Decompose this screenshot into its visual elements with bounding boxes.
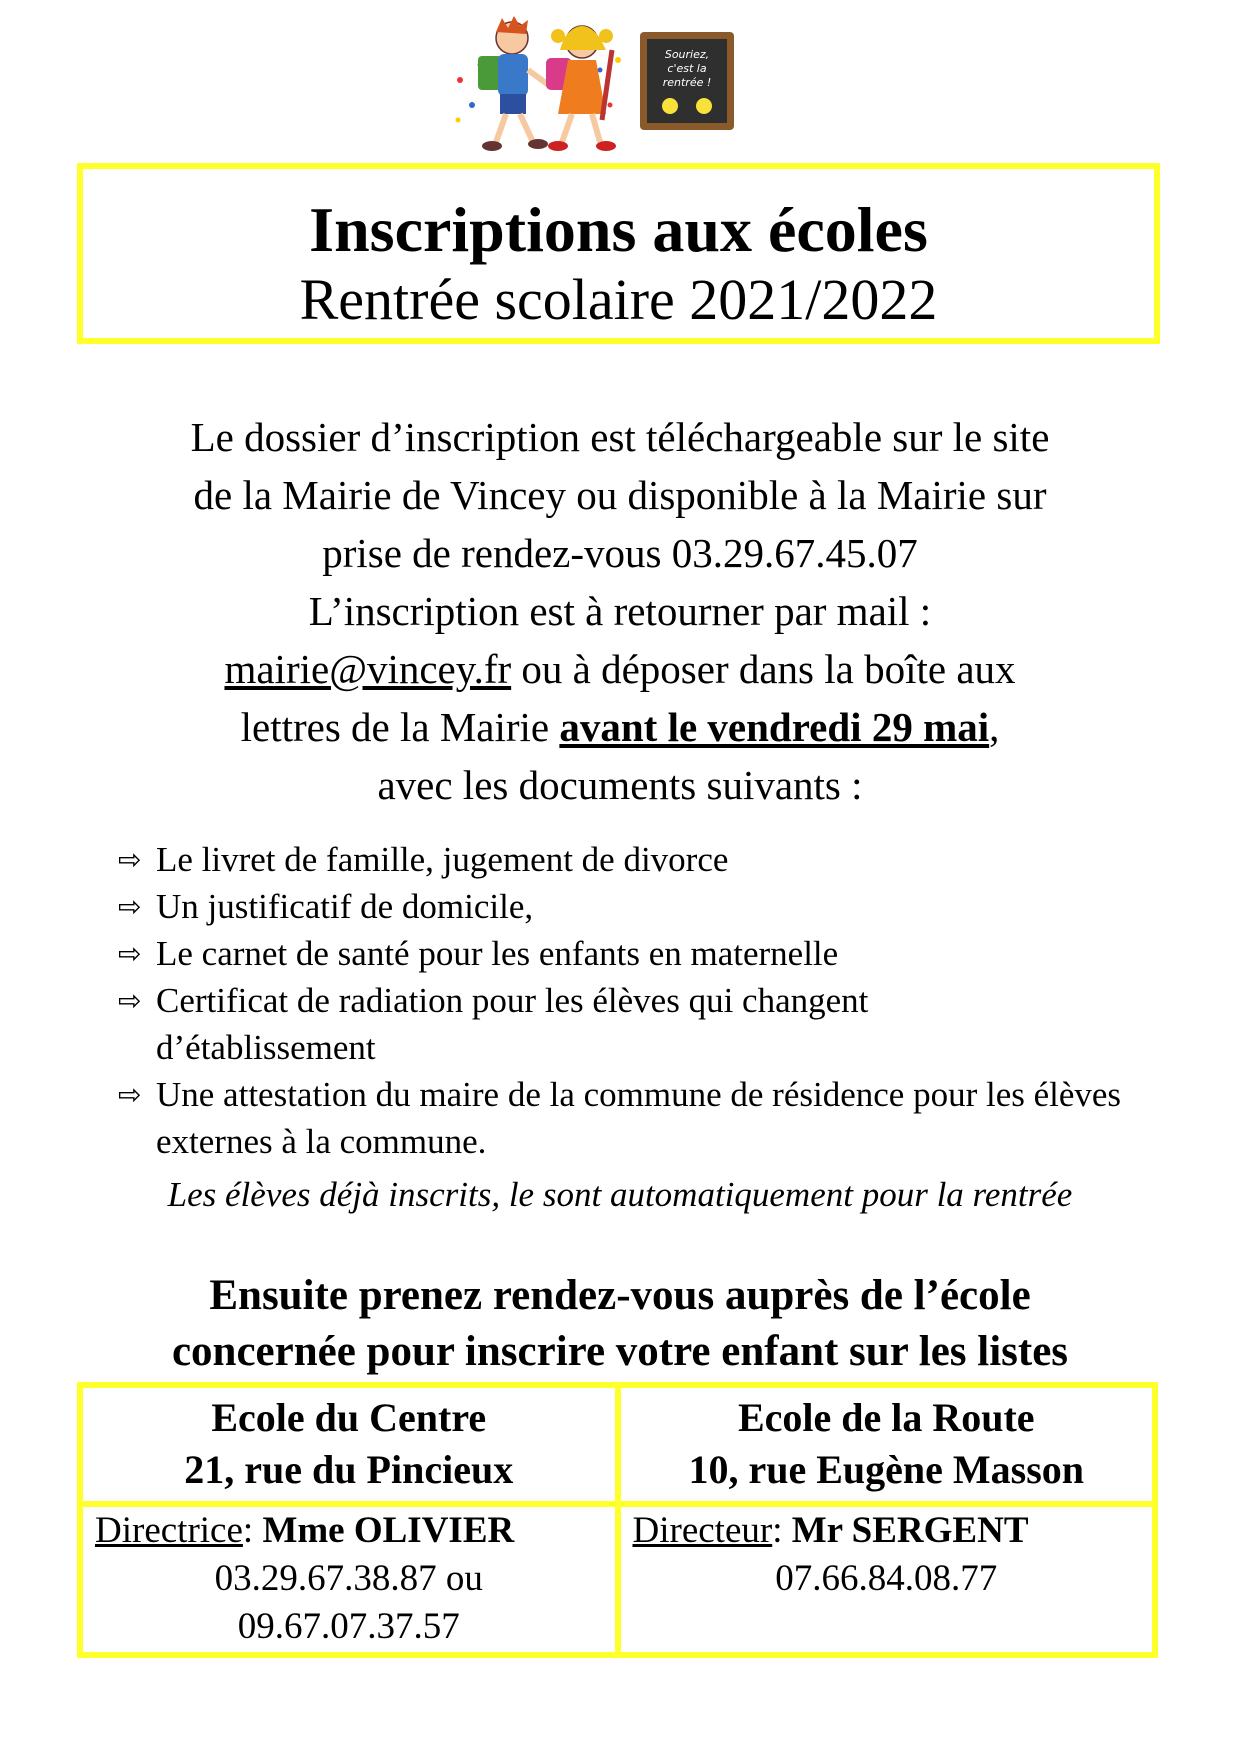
intro-line: L’inscription est à retourner par mail : — [308, 588, 932, 634]
intro-text: ou à déposer dans la boîte aux — [511, 646, 1016, 692]
list-item — [118, 930, 1168, 977]
chalkboard-line-2: c'est la — [667, 62, 707, 75]
cta-line: Ensuite prenez rendez-vous auprès de l’école — [209, 1272, 1031, 1319]
boy-figure — [478, 16, 550, 151]
smiley-icon — [662, 98, 678, 114]
arrow-right-icon: ⇨ — [118, 937, 142, 970]
arrow-right-icon: ⇨ — [118, 843, 142, 876]
arrow-right-icon: ⇨ — [118, 890, 142, 923]
director-role: Directeur — [632, 1510, 773, 1551]
list-item — [118, 836, 1168, 883]
chalkboard-line-1: Souriez, — [664, 48, 710, 61]
intro-line: avec les documents suivants : — [377, 762, 863, 808]
intro-line — [80, 698, 1160, 756]
school-address: 10, rue Eugène Masson — [688, 1447, 1085, 1492]
list-item — [118, 977, 1036, 1071]
note: Les élèves déjà inscrits, le sont automatiquement pour la rentrée — [167, 1175, 1073, 1214]
back-to-school-illustration — [450, 10, 760, 155]
intro-text: , — [989, 704, 1000, 750]
girl-figure — [546, 26, 616, 151]
list-item-text: Le livret de famille, jugement de divorce — [156, 840, 729, 879]
page-title: Inscriptions aux écoles — [309, 194, 928, 265]
list-item — [118, 883, 1168, 930]
list-item-text: Certificat de radiation pour les élèves qui changent d’établissement — [156, 981, 869, 1067]
director-line — [83, 1507, 615, 1555]
phone-number: 09.67.07.37.57 — [237, 1606, 460, 1647]
chalkboard-line-3: rentrée ! — [662, 76, 712, 89]
school-header-cell — [618, 1385, 1156, 1504]
list-item-text: Le carnet de santé pour les enfants en maternelle — [156, 934, 839, 973]
intro-line: Le dossier d’inscription est téléchargeable sur le site — [190, 414, 1050, 460]
list-item-text: Un justificatif de domicile, — [156, 887, 534, 926]
list-item-text: Une attestation du maire de la commune de résidence pour les élèves externes à la commune. — [156, 1075, 1122, 1161]
table-row — [80, 1385, 1155, 1504]
director-line — [621, 1507, 1153, 1555]
director-role: Directrice — [95, 1510, 243, 1551]
school-contact-cell — [80, 1504, 618, 1655]
page-subtitle: Rentrée scolaire 2021/2022 — [299, 267, 938, 332]
school-header-cell — [80, 1385, 618, 1504]
cta-line: concernée pour inscrire votre enfant sur les listes — [171, 1328, 1069, 1375]
school-name: Ecole du Centre — [211, 1395, 487, 1440]
separator: : — [242, 1510, 263, 1551]
intro-line — [80, 640, 1160, 698]
school-address: 21, rue du Pincieux — [184, 1447, 514, 1492]
email-link[interactable]: mairie@vincey.fr — [224, 646, 512, 692]
intro-line: de la Mairie de Vincey ou disponible à la Mairie sur — [193, 472, 1047, 518]
phone-number: 03.29.67.38.87 ou — [214, 1558, 483, 1599]
phone-number: 07.66.84.08.77 — [775, 1558, 998, 1599]
deadline: avant le vendredi 29 mai — [559, 704, 990, 750]
school-name: Ecole de la Route — [737, 1395, 1035, 1440]
intro-paragraph — [80, 408, 1160, 814]
director-name: Mme OLIVIER — [262, 1510, 515, 1551]
intro-text: lettres de la Mairie — [240, 704, 560, 750]
schools-table — [77, 1382, 1158, 1658]
arrow-right-icon: ⇨ — [118, 1078, 142, 1111]
intro-line: prise de rendez-vous 03.29.67.45.07 — [322, 530, 918, 576]
chalkboard-sign — [640, 32, 734, 130]
smiley-icon — [696, 98, 712, 114]
separator: : — [772, 1510, 792, 1551]
school-contact-cell — [618, 1504, 1156, 1655]
list-item — [118, 1071, 1156, 1165]
documents-list — [118, 836, 1168, 1165]
director-name: Mr SERGENT — [791, 1510, 1029, 1551]
arrow-right-icon: ⇨ — [118, 984, 142, 1017]
call-to-action — [60, 1268, 1180, 1380]
table-row — [80, 1504, 1155, 1655]
title-box — [77, 163, 1160, 344]
